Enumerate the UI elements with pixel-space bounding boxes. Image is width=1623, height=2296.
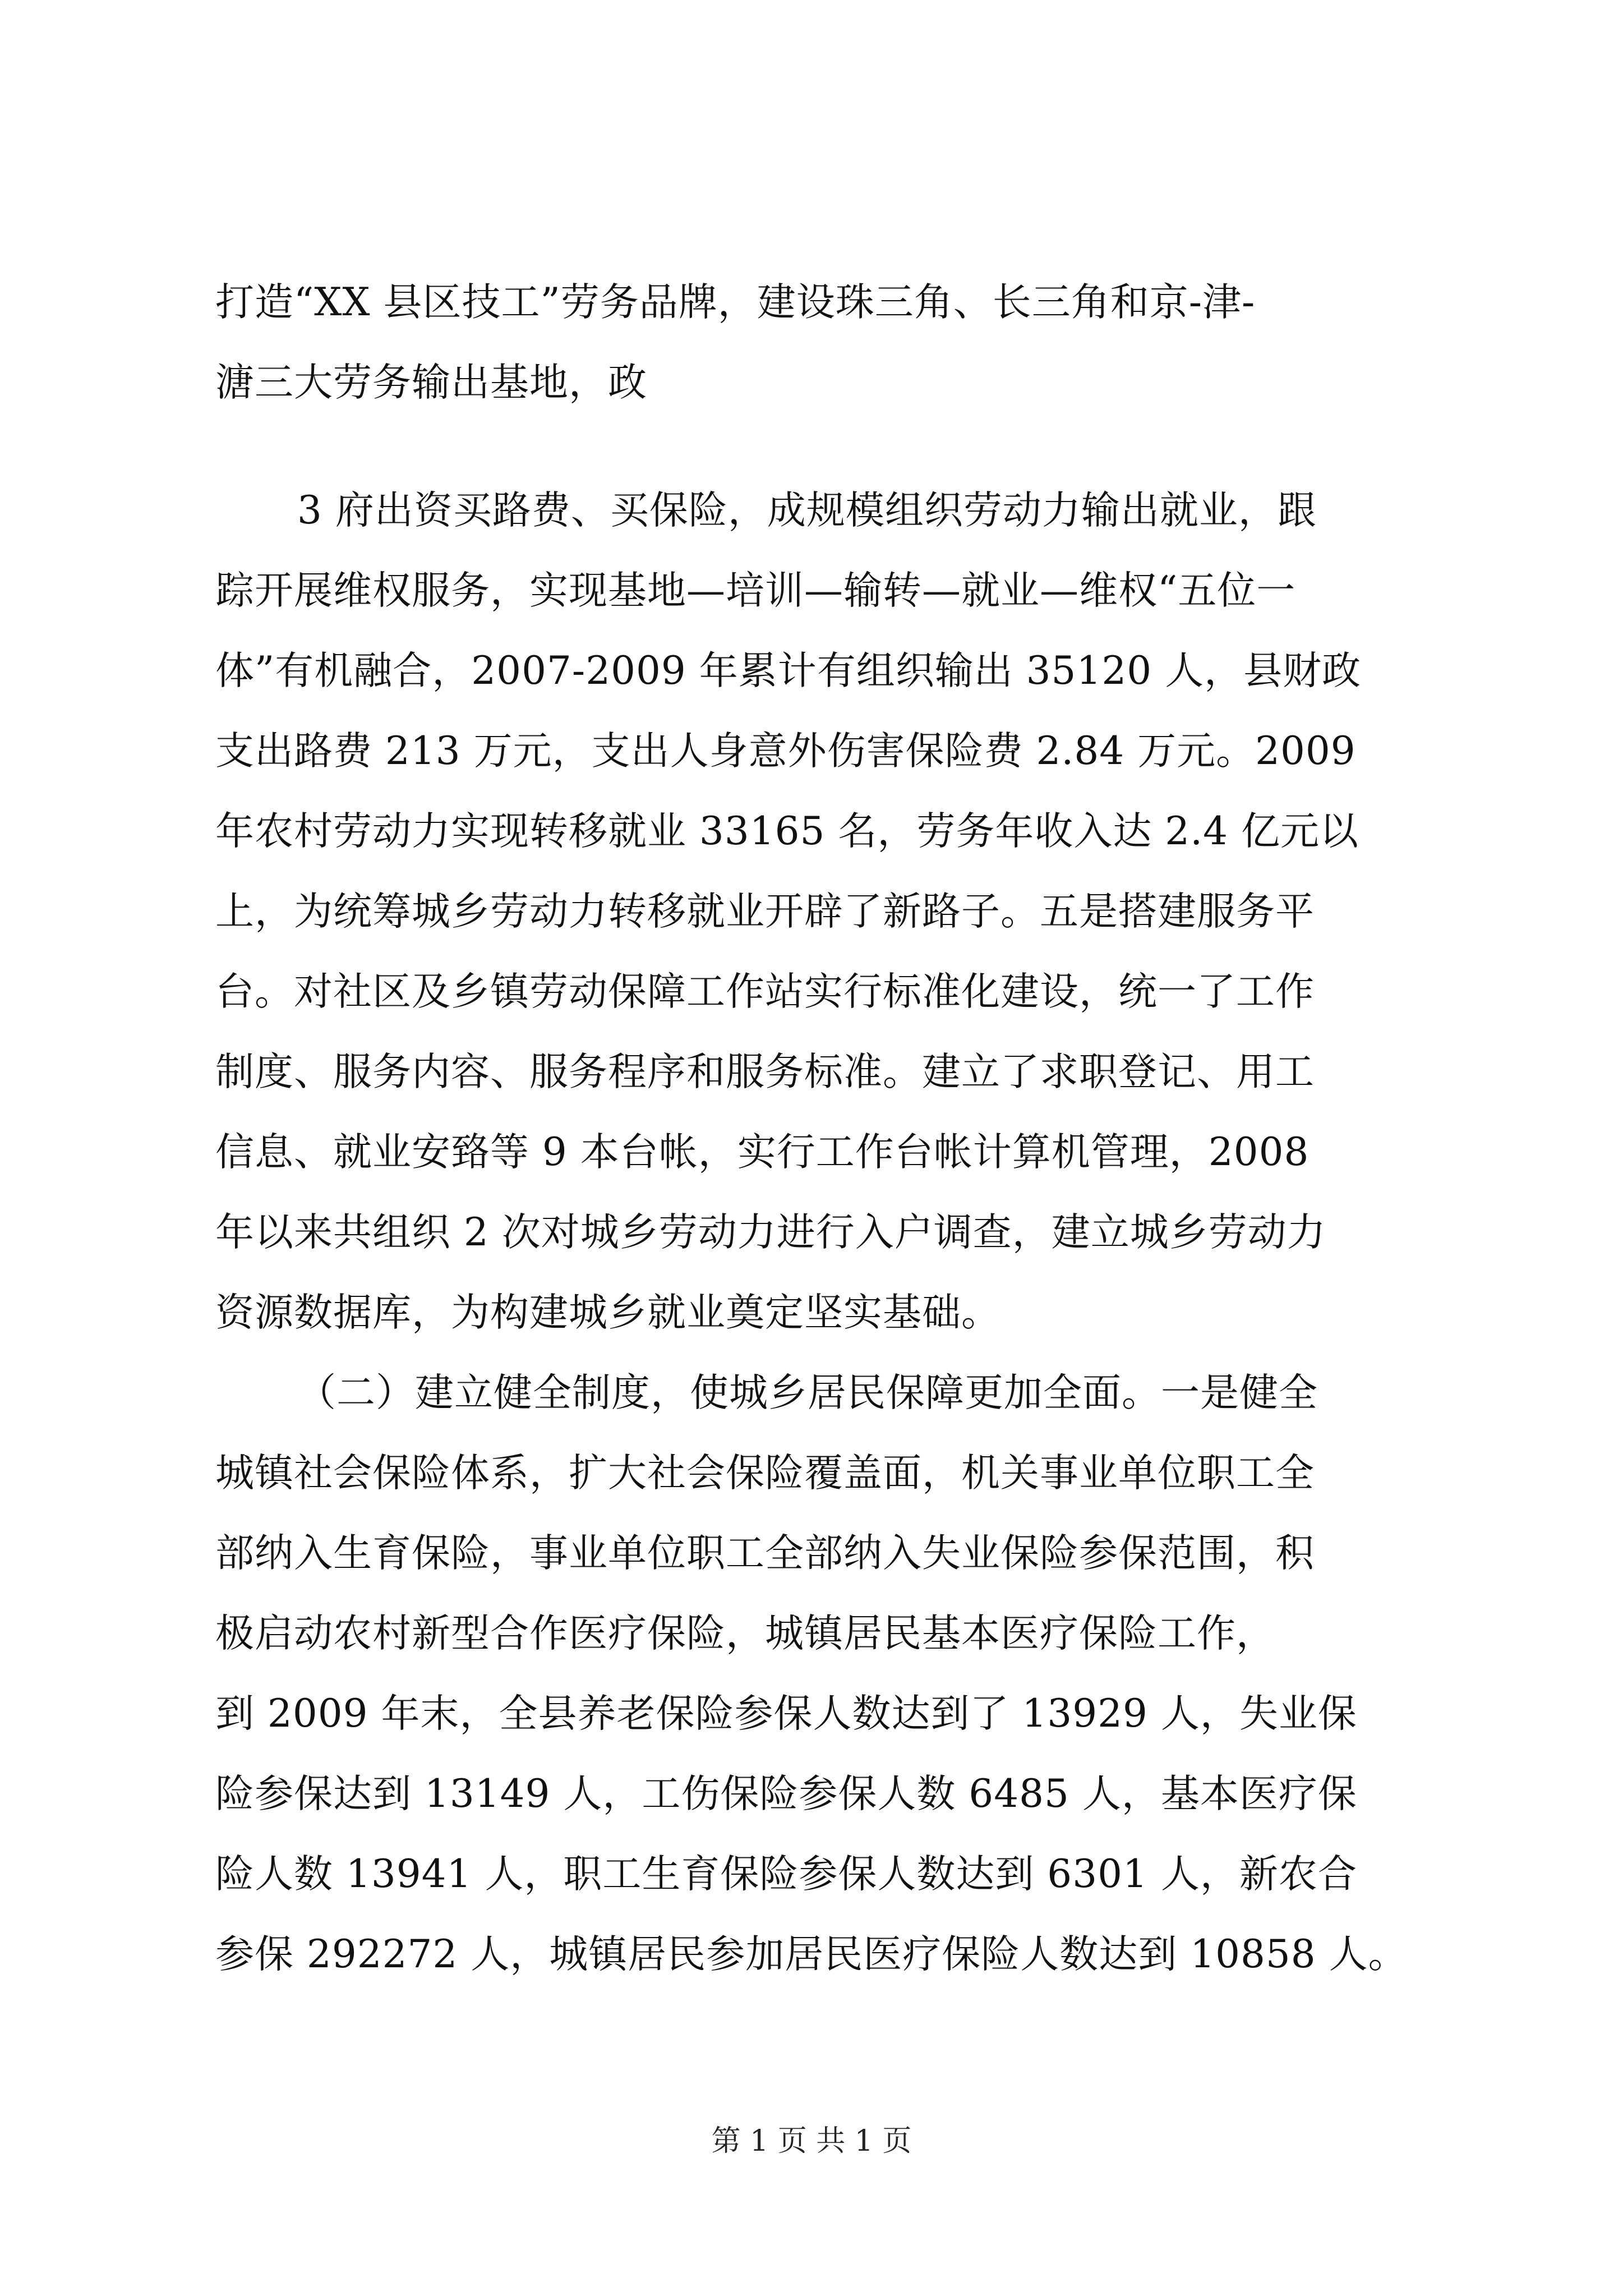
- text-line: 3 府出资买路费、买保险，成规模组织劳动力输出就业，跟: [297, 488, 1317, 533]
- text-line: 台。对社区及乡镇劳动保障工作站实行标准化建设，统一了工作: [215, 969, 1315, 1014]
- text-line: 资源数据库，为构建城乡就业奠定坚实基础。: [215, 1290, 1000, 1335]
- text-line: 参保 292272 人，城镇居民参加居民医疗保险人数达到 10858 人。: [215, 1932, 1408, 1977]
- text-line: 部纳入生育保险，事业单位职工全部纳入失业保险参保范围，积: [215, 1531, 1315, 1576]
- text-line: 极启动农村新型合作医疗保险，城镇居民基本医疗保险工作，: [215, 1611, 1275, 1656]
- text-line: 信息、就业安臵等 9 本台帐，实行工作台帐计算机管理，2008: [215, 1130, 1310, 1175]
- text-line: 险参保达到 13149 人，工伤保险参保人数 6485 人，基本医疗保: [215, 1772, 1357, 1816]
- text-line: （二）建立健全制度，使城乡居民保障更加全面。一是健全: [297, 1370, 1318, 1415]
- text-line: 溏三大劳务输出基地，政: [215, 360, 647, 405]
- text-line: 险人数 13941 人，职工生育保险参保人数达到 6301 人，新农合: [215, 1852, 1357, 1897]
- text-line: 到 2009 年末，全县养老保险参保人数达到了 13929 人，失业保: [215, 1691, 1357, 1736]
- text-line: 踪开展维权服务，实现基地—培训—输转—就业—维权“五位一: [215, 568, 1296, 613]
- text-line: 支出路费 213 万元，支出人身意外伤害保险费 2.84 万元。2009: [215, 729, 1356, 774]
- text-line: 城镇社会保险体系，扩大社会保险覆盖面，机关事业单位职工全: [215, 1451, 1315, 1496]
- page-number: 第 1 页 共 1 页: [711, 2124, 912, 2158]
- text-line: 年农村劳动力实现转移就业 33165 名，劳务年收入达 2.4 亿元以: [215, 809, 1359, 854]
- text-line: 打造“XX 县区技工”劳务品牌，建设珠三角、长三角和京-津-: [215, 280, 1256, 325]
- text-line: 年以来共组织 2 次对城乡劳动力进行入户调查，建立城乡劳动力: [215, 1210, 1326, 1255]
- text-line: 体”有机融合，2007-2009 年累计有组织输出 35120 人，县财政: [215, 648, 1362, 693]
- text-line: 制度、服务内容、服务程序和服务标准。建立了求职登记、用工: [215, 1050, 1315, 1094]
- text-line: 上，为统筹城乡劳动力转移就业开辟了新路子。五是搭建服务平: [215, 889, 1315, 934]
